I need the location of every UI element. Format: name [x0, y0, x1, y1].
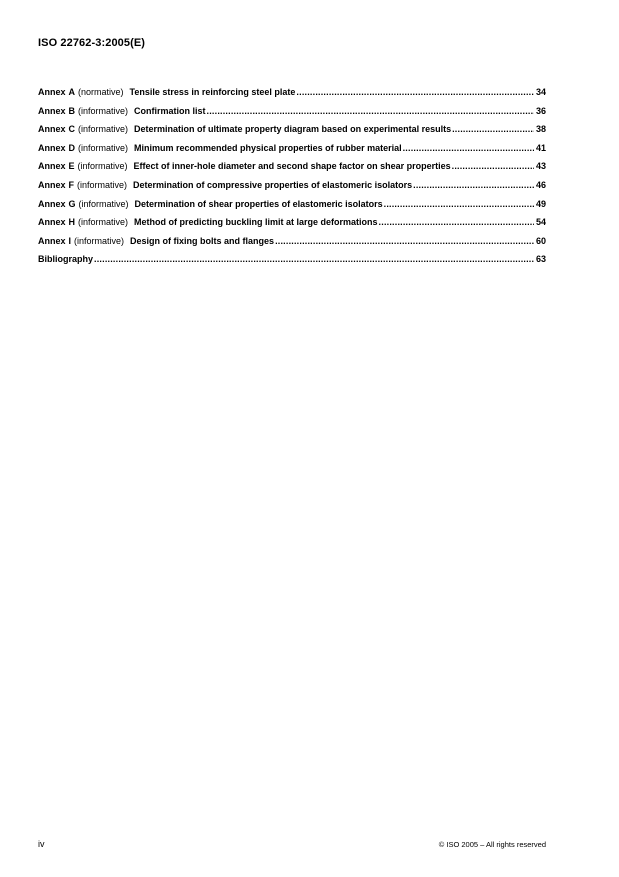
footer-copyright: © ISO 2005 – All rights reserved — [438, 840, 546, 849]
annex-type: (informative) — [78, 217, 129, 228]
annex-type: (informative) — [77, 161, 128, 172]
annex-word: Annex — [38, 105, 66, 116]
dot-leader — [452, 123, 534, 135]
annex-title: Determination of shear properties of elastomeric isolators — [134, 198, 383, 209]
dot-leader — [413, 179, 534, 191]
annex-word: Annex — [38, 179, 66, 190]
toc-entry-bibliography[interactable] — [38, 253, 546, 272]
annex-title: Minimum recommended physical properties of rubber material — [134, 142, 402, 153]
toc-entry-annex-h[interactable] — [38, 216, 546, 235]
annex-word: Annex — [38, 124, 66, 135]
toc-entry-annex-c[interactable] — [38, 123, 546, 142]
document-header: ISO 22762-3:2005(E) — [38, 37, 146, 49]
annex-type: (informative) — [78, 198, 129, 209]
toc-entry-annex-g[interactable] — [38, 198, 546, 217]
annex-title: Effect of inner-hole diameter and second shape factor on shear properties — [133, 161, 451, 172]
page-number: 46 — [535, 179, 546, 190]
toc-entry-annex-i[interactable] — [38, 235, 546, 254]
annex-title: Determination of compressive properties of elastomeric isolators — [133, 179, 413, 190]
annex-type: (informative) — [78, 142, 129, 153]
annex-type: (normative) — [78, 87, 124, 97]
annex-title: Design of fixing bolts and flanges — [130, 235, 275, 246]
annex-letter: H — [68, 217, 76, 228]
toc-entry-annex-b[interactable] — [38, 105, 546, 124]
annex-word: Annex — [38, 142, 66, 153]
toc-entry-annex-e[interactable] — [38, 160, 546, 179]
dot-leader — [296, 86, 534, 98]
page-number: 36 — [535, 105, 546, 116]
page-number: 41 — [535, 142, 546, 153]
annex-title: Tensile stress in reinforcing steel plate — [129, 87, 296, 97]
annex-letter: B — [68, 105, 76, 116]
annex-title: Determination of ultimate property diagram based on experimental results — [134, 124, 452, 135]
annex-letter: F — [68, 179, 75, 190]
annex-letter: I — [68, 235, 72, 246]
annex-word: Annex — [38, 87, 66, 97]
annex-letter: C — [68, 124, 76, 135]
dot-leader — [452, 160, 534, 172]
annex-word: Annex — [38, 161, 66, 172]
annex-letter: G — [68, 198, 76, 209]
page-number: 43 — [535, 161, 546, 172]
annex-title: Confirmation list — [134, 105, 206, 116]
dot-leader — [94, 253, 534, 265]
dot-leader — [384, 198, 534, 210]
page-number: 49 — [535, 198, 546, 209]
page-number: 54 — [535, 217, 546, 228]
annex-letter: D — [68, 142, 76, 153]
annex-type: (informative) — [78, 105, 129, 116]
page-number: 63 — [535, 254, 546, 265]
toc-entry-annex-a[interactable] — [38, 86, 546, 105]
annex-type: (informative) — [74, 235, 125, 246]
dot-leader — [275, 235, 534, 247]
page-number: 38 — [535, 124, 546, 135]
dot-leader — [207, 105, 534, 117]
annex-title: Method of predicting buckling limit at large deformations — [134, 217, 378, 228]
dot-leader — [379, 216, 534, 228]
dot-leader — [403, 142, 534, 154]
page-number: 34 — [535, 87, 546, 97]
toc-entry-annex-f[interactable] — [38, 179, 546, 198]
annex-word: Annex — [38, 217, 66, 228]
footer-page-number: iv — [38, 839, 45, 849]
table-of-contents — [38, 86, 546, 272]
page-number: 60 — [535, 235, 546, 246]
bibliography-title: Bibliography — [38, 254, 94, 265]
annex-letter: A — [68, 87, 76, 97]
annex-type: (informative) — [77, 179, 128, 190]
toc-entry-annex-d[interactable] — [38, 142, 546, 161]
annex-word: Annex — [38, 235, 66, 246]
annex-letter: E — [68, 161, 75, 172]
annex-word: Annex — [38, 198, 66, 209]
annex-type: (informative) — [78, 124, 129, 135]
